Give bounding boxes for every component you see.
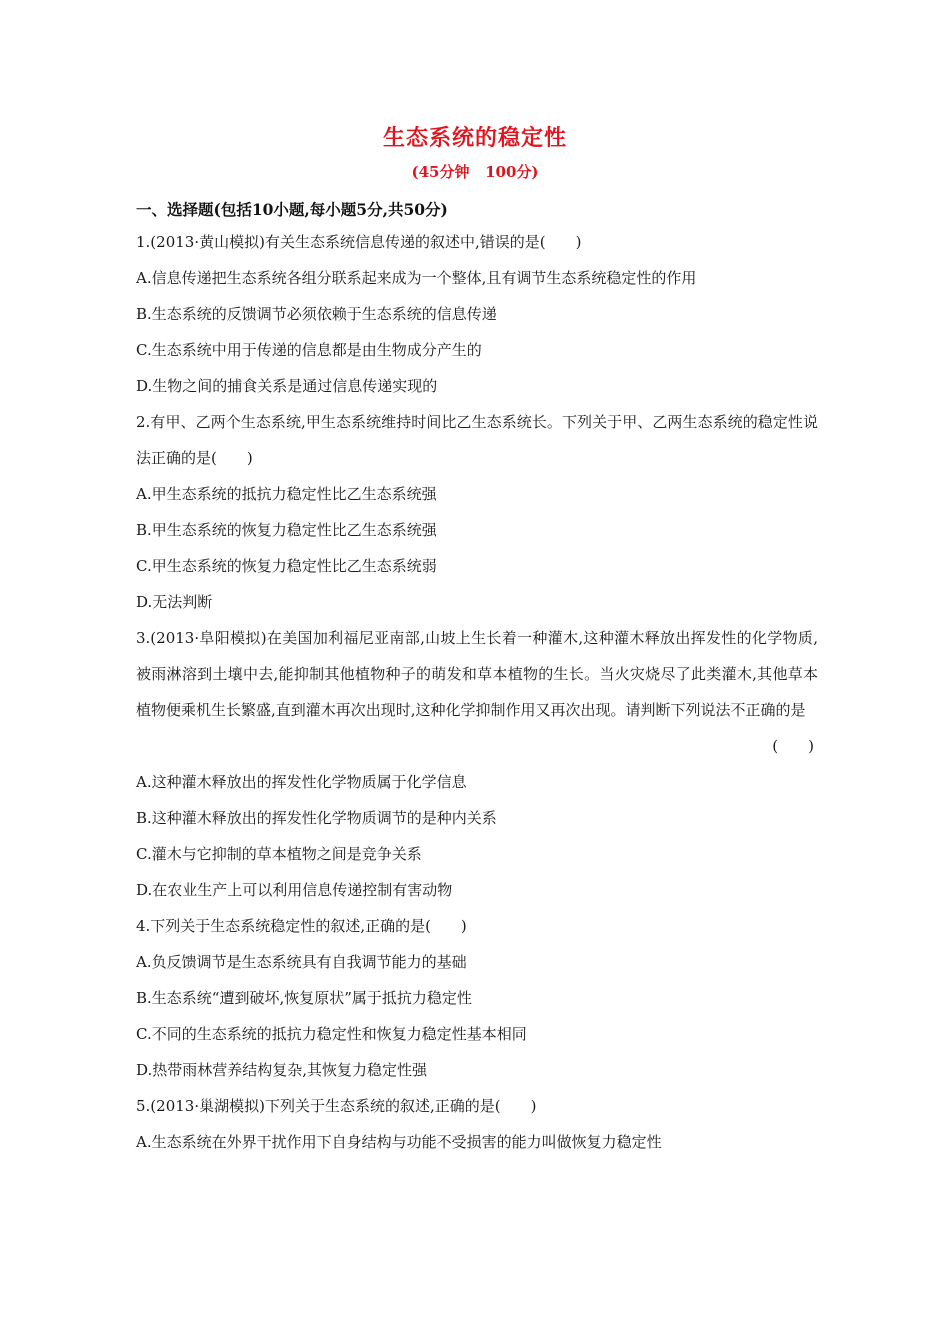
question-3 [136, 620, 818, 908]
question-4 [136, 908, 818, 1088]
option-b: B.这种灌木释放出的挥发性化学物质调节的是种内关系 [136, 809, 497, 827]
option-a: A.这种灌木释放出的挥发性化学物质属于化学信息 [136, 773, 467, 791]
option-b: B.生态系统的反馈调节必须依赖于生态系统的信息传递 [136, 305, 497, 323]
option-d: D.热带雨林营养结构复杂,其恢复力稳定性强 [136, 1061, 428, 1079]
question-stem: 3.(2013·阜阳模拟)在美国加利福尼亚南部,山坡上生长着一种灌木,这种灌木释放出挥发性的化学物质,被雨淋溶到土壤中去,能抑制其他植物种子的萌发和草本植物的生长。当火灾烧尽了此类灌木,其他草本植物便乘机生长繁盛,直到灌木再次出现时,这种化学抑制作用又再次出现。请判断下列说法不正确的是 [136, 629, 818, 719]
option-c: C.生态系统中用于传递的信息都是由生物成分产生的 [136, 341, 482, 359]
option-d: D.在农业生产上可以利用信息传递控制有害动物 [136, 881, 453, 899]
option-b: B.甲生态系统的恢复力稳定性比乙生态系统强 [136, 521, 437, 539]
option-b: B.生态系统“遭到破坏,恢复原状”属于抵抗力稳定性 [136, 989, 472, 1007]
option-a: A.负反馈调节是生态系统具有自我调节能力的基础 [136, 953, 467, 971]
option-c: C.不同的生态系统的抵抗力稳定性和恢复力稳定性基本相同 [136, 1025, 527, 1043]
question-stem: 4.下列关于生态系统稳定性的叙述,正确的是( ) [136, 917, 467, 935]
document-subtitle: (45分钟 100分) [411, 163, 539, 181]
option-c: C.灌木与它抑制的草本植物之间是竞争关系 [136, 845, 422, 863]
question-stem: 1.(2013·黄山模拟)有关生态系统信息传递的叙述中,错误的是( ) [136, 233, 582, 251]
document-title: 生态系统的稳定性 [382, 125, 567, 151]
question-1 [136, 224, 818, 404]
questions-list [136, 224, 818, 1160]
answer-paren: ( ) [772, 737, 814, 755]
option-c: C.甲生态系统的恢复力稳定性比乙生态系统弱 [136, 557, 437, 575]
question-stem: 5.(2013·巢湖模拟)下列关于生态系统的叙述,正确的是( ) [136, 1097, 537, 1115]
option-d: D.生物之间的捕食关系是通过信息传递实现的 [136, 377, 438, 395]
option-d: D.无法判断 [136, 593, 213, 611]
option-a: A.生态系统在外界干扰作用下自身结构与功能不受损害的能力叫做恢复力稳定性 [136, 1133, 662, 1151]
question-2 [136, 404, 818, 620]
option-a: A.甲生态系统的抵抗力稳定性比乙生态系统强 [136, 485, 437, 503]
question-5 [136, 1088, 818, 1160]
section-heading: 一、选择题(包括10小题,每小题5分,共50分) [136, 200, 448, 219]
option-a: A.信息传递把生态系统各组分联系起来成为一个整体,且有调节生态系统稳定性的作用 [136, 269, 697, 287]
question-stem: 2.有甲、乙两个生态系统,甲生态系统维持时间比乙生态系统长。下列关于甲、乙两生态系统的稳定性说法正确的是( ) [136, 413, 818, 467]
